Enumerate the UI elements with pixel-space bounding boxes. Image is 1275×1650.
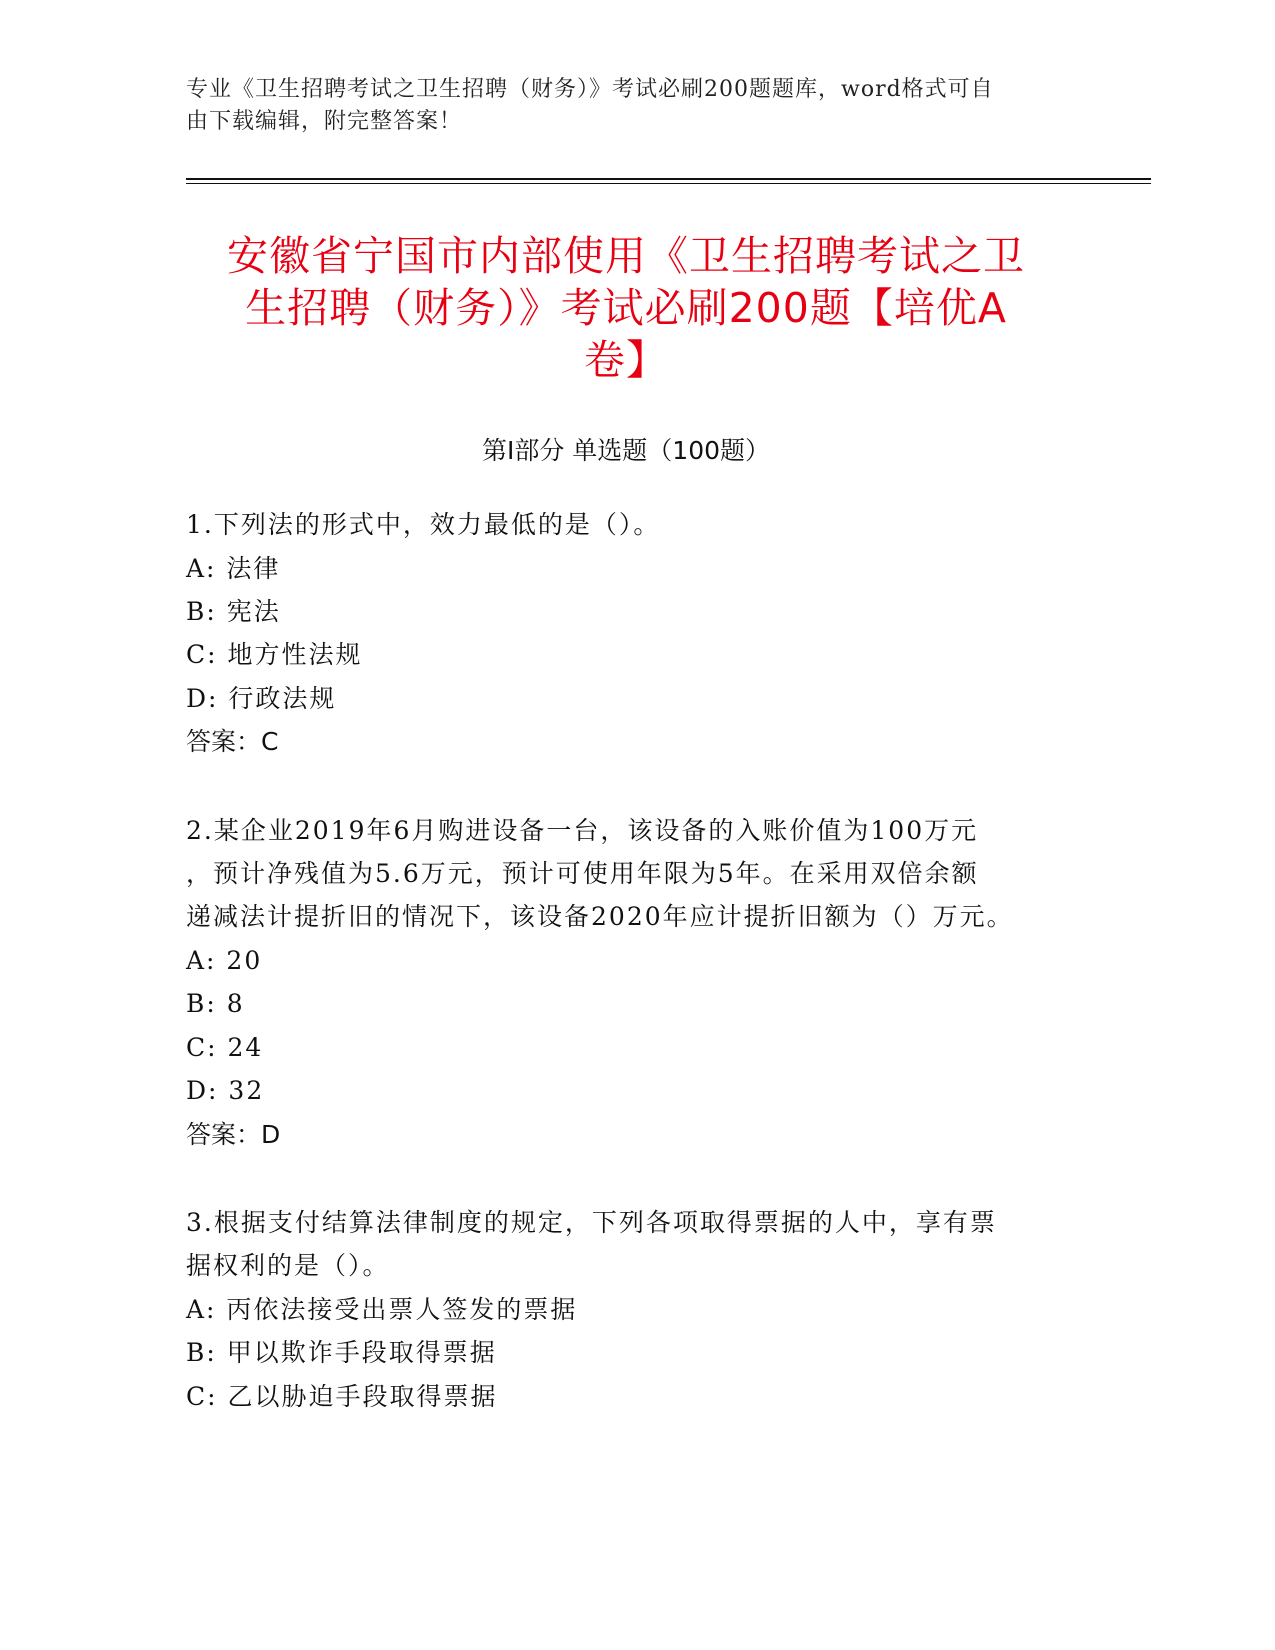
question-3-option-a: A: 丙依法接受出票人签发的票据: [186, 1295, 578, 1324]
question-1-option-d: D: 行政法规: [186, 684, 337, 713]
question-2-option-b: B: 8: [186, 989, 245, 1018]
document-title-line-3: 卷】: [584, 336, 668, 384]
document-title-line-1: 安徽省宁国市内部使用《卫生招聘考试之卫: [227, 232, 1025, 280]
question-2-stem-line-2: ，预计净残值为5.6万元，预计可使用年限为5年。在采用双倍余额: [186, 859, 979, 888]
question-3-stem-line-2: 据权利的是（）。: [186, 1251, 390, 1280]
question-1-option-a: A: 法律: [186, 554, 281, 583]
question-2-option-a: A: 20: [186, 946, 263, 975]
question-2-answer: 答案：D: [186, 1120, 281, 1149]
question-1-option-c: C: 地方性法规: [186, 640, 363, 669]
question-1-option-b: B: 宪法: [186, 597, 281, 626]
section-title: 第Ⅰ部分 单选题（100题）: [481, 436, 771, 465]
question-2-stem-line-3: 递减法计提折旧的情况下，该设备2020年应计提折旧额为（）万元。: [186, 902, 1014, 931]
header-note: [186, 74, 1066, 138]
question-2-option-d: D: 32: [186, 1076, 265, 1105]
question-3-option-b: B: 甲以欺诈手段取得票据: [186, 1338, 497, 1367]
question-2-stem-line-1: 2.某企业2019年6月购进设备一台，该设备的入账价值为100万元: [186, 816, 979, 845]
question-2-option-c: C: 24: [186, 1033, 264, 1062]
question-1-answer: 答案：C: [186, 727, 279, 756]
header-note-line-1: 专业《卫生招聘考试之卫生招聘（财务）》考试必刷200题题库，word格式可自: [186, 77, 994, 102]
header-divider-thick: [186, 178, 1151, 180]
question-3-stem-line-1: 3.根据支付结算法律制度的规定，下列各项取得票据的人中，享有票: [186, 1208, 997, 1237]
document-title-line-2: 生招聘（财务）》考试必刷200题【培优A: [245, 284, 1007, 332]
document-title: [186, 230, 1066, 386]
question-1-stem-line-1: 1.下列法的形式中，效力最低的是（）。: [186, 510, 661, 539]
header-divider-thin: [186, 183, 1151, 184]
header-note-line-2: 由下载编辑，附完整答案！: [186, 109, 463, 134]
question-3-option-c: C: 乙以胁迫手段取得票据: [186, 1382, 498, 1411]
